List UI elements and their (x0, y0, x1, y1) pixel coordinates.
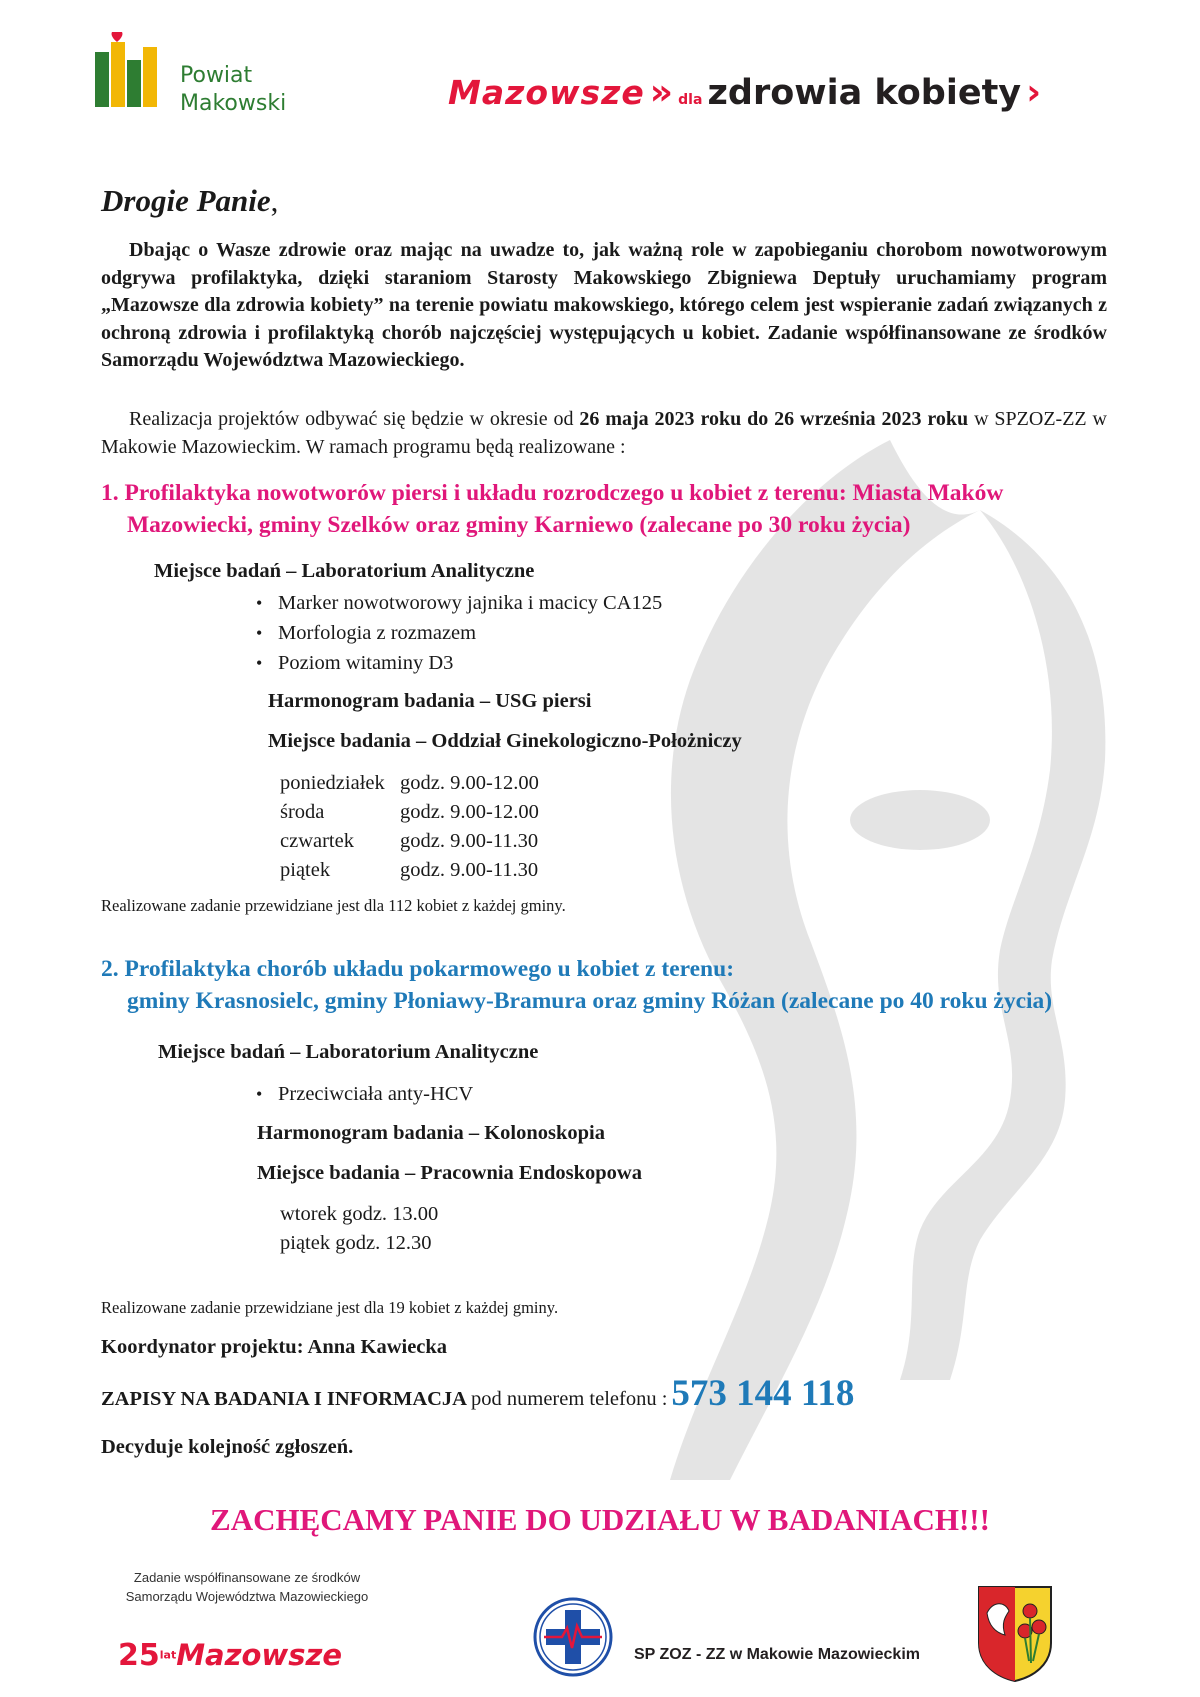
schedule-row (280, 1229, 438, 1258)
powiat-name-line2: Makowski (180, 91, 287, 116)
mazowsze-arrow-icon: » (649, 72, 674, 113)
list-item: • Marker nowotworowy jajnika i macicy CA125 (251, 588, 662, 618)
section-1-note: Realizowane zadanie przewidziane jest dla 112 kobiet z każdej gminy. (101, 896, 566, 915)
schedule-row (280, 827, 539, 856)
mazowsze-dla: dla (678, 92, 703, 108)
anniv-word: Mazowsze (176, 1638, 343, 1672)
anniv-lat: lat (159, 1648, 177, 1662)
schedule-day: czwartek (280, 830, 354, 852)
order-note: Decyduje kolejność zgłoszeń. (101, 1436, 354, 1458)
section-2-schedule (280, 1200, 438, 1258)
greeting (101, 183, 278, 219)
list-item: • Przeciwciała anty-HCV (251, 1079, 473, 1109)
list-item: • Poziom witaminy D3 (251, 648, 662, 678)
schedule-day: piątek (280, 859, 331, 881)
intro-p2-dates: 26 maja 2023 roku do 26 września 2023 roku (579, 408, 969, 430)
section-1-schedule-title: Harmonogram badania – USG piersi (268, 690, 592, 712)
signup-text: pod numerem telefonu : (471, 1388, 668, 1410)
schedule-hours: godz. 9.00-12.00 (400, 801, 539, 823)
powiat-makowski-logo (95, 32, 320, 137)
powiat-name-line1: Powiat (180, 63, 253, 88)
schedule-hours: godz. 13.00 (342, 1203, 439, 1225)
signup-line (101, 1372, 854, 1415)
schedule-hours: godz. 9.00-11.30 (400, 830, 539, 852)
mazowsze-25-logo (118, 1638, 342, 1673)
schedule-row (280, 1200, 438, 1229)
intro-paragraph-2 (101, 406, 1107, 461)
section-2-title-line1: 2. Profilaktyka chorób układu pokarmowego u kobiet z terenu: (101, 956, 735, 982)
schedule-row (280, 856, 539, 885)
section-1-test-list (251, 588, 662, 678)
section-2-exam-place: Miejsce badania – Pracownia Endoskopowa (257, 1162, 642, 1184)
call-to-action: ZACHĘCAMY PANIE DO UDZIAŁU W BADANIACH!!! (210, 1502, 990, 1537)
phone-number[interactable]: 573 144 118 (671, 1373, 855, 1414)
schedule-row (280, 769, 539, 798)
section-2-test-list (251, 1079, 473, 1109)
signup-label: ZAPISY NA BADANIA I INFORMACJA (101, 1388, 467, 1410)
intro-p2-start: Realizacja projektów odbywać się będzie w okresie od (129, 408, 580, 430)
section-1-title-line1: 1. Profilaktyka nowotworów piersi i układu rozrodczego u kobiet z terenu: Miasta Maków (101, 480, 1004, 506)
cofinance-line2: Samorządu Województwa Mazowieckiego (125, 1589, 369, 1604)
intro-paragraph-1: Dbając o Wasze zdrowie oraz mając na uwadze to, jak ważną role w zapobieganiu chorobom nowotworowym odgrywa profilaktyka, dzięki staraniom Starosty Makowskiego Zbigniewa Deptuły uruchamiamy program „Mazowsze dla zdrowia kobiety” na terenie powiatu makowskiego, którego celem jest wspieranie zadań związanych z ochroną zdrowia i profilaktyką chorób najczęściej występujących u kobiet. Zadanie współfinansowane ze środków Samorządu Województwa Mazowieckiego. (101, 239, 1107, 371)
schedule-day: środa (280, 801, 325, 823)
hospital-name: SP ZOZ - ZZ w Makowie Mazowieckim (634, 1646, 920, 1663)
section-2-lab-place: Miejsce badań – Laboratorium Analityczne (158, 1041, 539, 1063)
section-1-title (101, 477, 1161, 541)
coordinator: Koordynator projektu: Anna Kawiecka (101, 1336, 448, 1358)
schedule-hours: godz. 9.00-12.00 (400, 772, 539, 794)
section-1-lab-place: Miejsce badań – Laboratorium Analityczne (154, 560, 535, 582)
schedule-row (280, 798, 539, 827)
mazowsze-dla-zdrowia-kobiety-logo (448, 72, 1041, 122)
mazowsze-word: Mazowsze (448, 73, 645, 112)
hospital-cross-logo-icon (532, 1596, 614, 1678)
intro-p2-end: w SPZOZ-ZZ w Makowie Mazowieckim. W ramach programu będą realizowane : (101, 408, 1107, 458)
cofinance-line1: Zadanie współfinansowane ze środków (133, 1570, 361, 1585)
mazowsze-main-title: zdrowia kobiety (707, 73, 1022, 113)
section-1-title-line2: Mazowiecki, gminy Szelków oraz gminy Karniewo (zalecane po 30 roku życia) (127, 512, 911, 538)
coat-of-arms-icon (975, 1583, 1055, 1683)
section-1-exam-place: Miejsce badania – Oddział Ginekologiczno-Położniczy (268, 730, 742, 752)
greeting-comma: , (270, 183, 279, 218)
schedule-day: poniedziałek (280, 772, 385, 794)
schedule-day: wtorek (280, 1203, 337, 1225)
section-2-schedule-title: Harmonogram badania – Kolonoskopia (257, 1122, 605, 1144)
mazowsze-end-arrow-icon: › (1026, 72, 1042, 113)
greeting-text: Drogie Panie (101, 183, 271, 218)
section-2-title (101, 953, 1161, 1017)
schedule-hours: godz. 12.30 (335, 1232, 432, 1254)
section-1-schedule (280, 769, 539, 885)
schedule-day: piątek (280, 1232, 331, 1254)
anniv-number: 25 (118, 1638, 160, 1673)
section-2-note: Realizowane zadanie przewidziane jest dla 19 kobiet z każdej gminy. (101, 1298, 559, 1317)
cofinance-note (112, 1568, 382, 1606)
powiat-emblem-icon (95, 32, 170, 112)
section-2-title-line2: gminy Krasnosielc, gminy Płoniawy-Bramura oraz gminy Różan (zalecane po 40 roku życia) (127, 988, 1053, 1014)
list-item: • Morfologia z rozmazem (251, 618, 662, 648)
schedule-hours: godz. 9.00-11.30 (400, 859, 539, 881)
